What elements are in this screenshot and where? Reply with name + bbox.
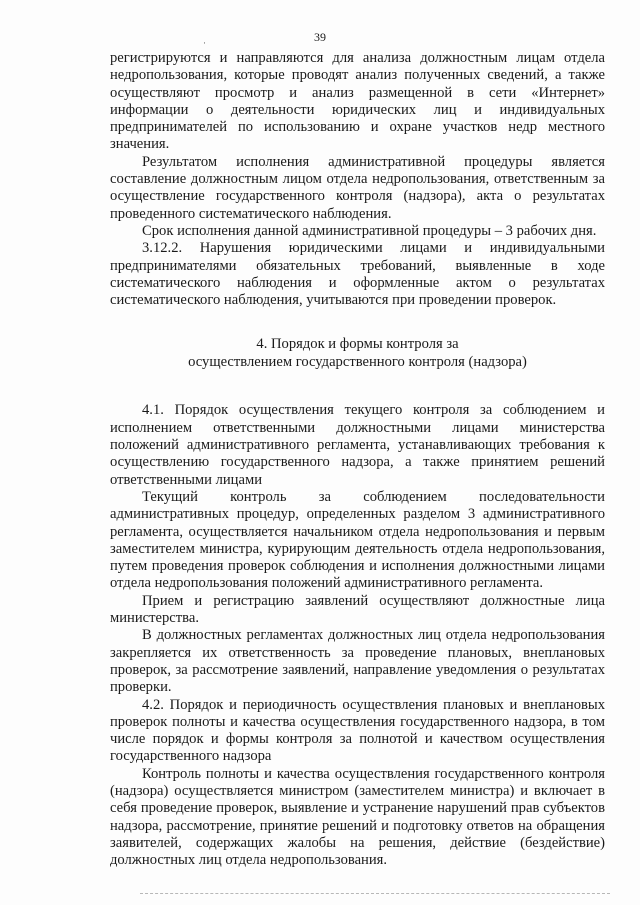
paragraph-registration: Прием и регистрацию заявлений осуществляют должностные лица министерства. [110, 592, 605, 627]
paragraph-result: Результатом исполнения административной процедуры является составление должностным лицом отдела недропользования, ответственным за осуществление государственного контроля (надзора), акта о результатах проведенного систематического наблюдения. [110, 153, 605, 222]
paragraph-4-2: 4.2. Порядок и периодичность осуществления плановых и внеплановых проверок полноты и качества осуществления государственного надзора, в том числе порядок и формы контроля за полнотой и качеством осуществления государственного надзора [110, 696, 605, 765]
paragraph-3-12-2: 3.12.2. Нарушения юридическими лицами и индивидуальными предпринимателями обязательных требований, выявленные в ходе систематического наблюдения и оформленные актом о результатах систематического наблюдения, учитываются при проведении проверок. [110, 240, 605, 309]
page-number: 39 [314, 30, 326, 44]
paragraph-deadline: Срок исполнения данной административной процедуры – 3 рабочих дня. [142, 222, 597, 239]
paragraph-responsibility: В должностных регламентах должностных лиц отдела недропользования закрепляется их ответственность за проведение плановых, внеплановых проверок, за рассмотрение заявлений, направление уведомления о результатах проверки. [110, 627, 605, 696]
paragraph-current-control: Текущий контроль за соблюдением последовательности административных процедур, определенных разделом 3 административного регламента, осуществляется начальником отдела недропользования и первым заместителем министра, курирующим деятельность отдела недропользования, путем проведения проверок соблюдения и исполнения должностными лицами отдела недропользования положений административного регламента. [110, 488, 605, 592]
section-heading-line-2: осуществлением государственного контроля (надзора) [188, 354, 527, 371]
scan-mark: · [203, 38, 206, 48]
paragraph-continuation: регистрируются и направляются для анализа должностным лицам отдела недропользования, которые проводят анализ полученных сведений, а также осуществляют просмотр и анализ размещенной в сети «Интернет» информации о деятельности юридических лиц и индивидуальных предпринимателей по использованию и охране участков недр местного значения. [110, 50, 605, 153]
paragraph-quality-control: Контроль полноты и качества осуществления государственного контроля (надзора) осуществляется министром (заместителем министра) и включает в себя проведение проверок, выявление и устранение нарушений прав субъектов надзора, рассмотрение, принятие решений и подготовку ответов на обращения заявителей, содержащих жалобы на решения, действие (бездействие) должностных лиц отдела недропользования. [110, 765, 605, 869]
paragraph-4-1: 4.1. Порядок осуществления текущего контроля за соблюдением и исполнением ответственными должностными лицами министерства положений административного регламента, устанавливающих требования к осуществлению государственного надзора, а также принятием решений ответственными лицами [110, 402, 605, 488]
section-heading-line-1: 4. Порядок и формы контроля за [256, 336, 459, 353]
section-heading [110, 335, 605, 371]
document-body [110, 50, 605, 869]
bottom-scan-edge [140, 893, 610, 894]
